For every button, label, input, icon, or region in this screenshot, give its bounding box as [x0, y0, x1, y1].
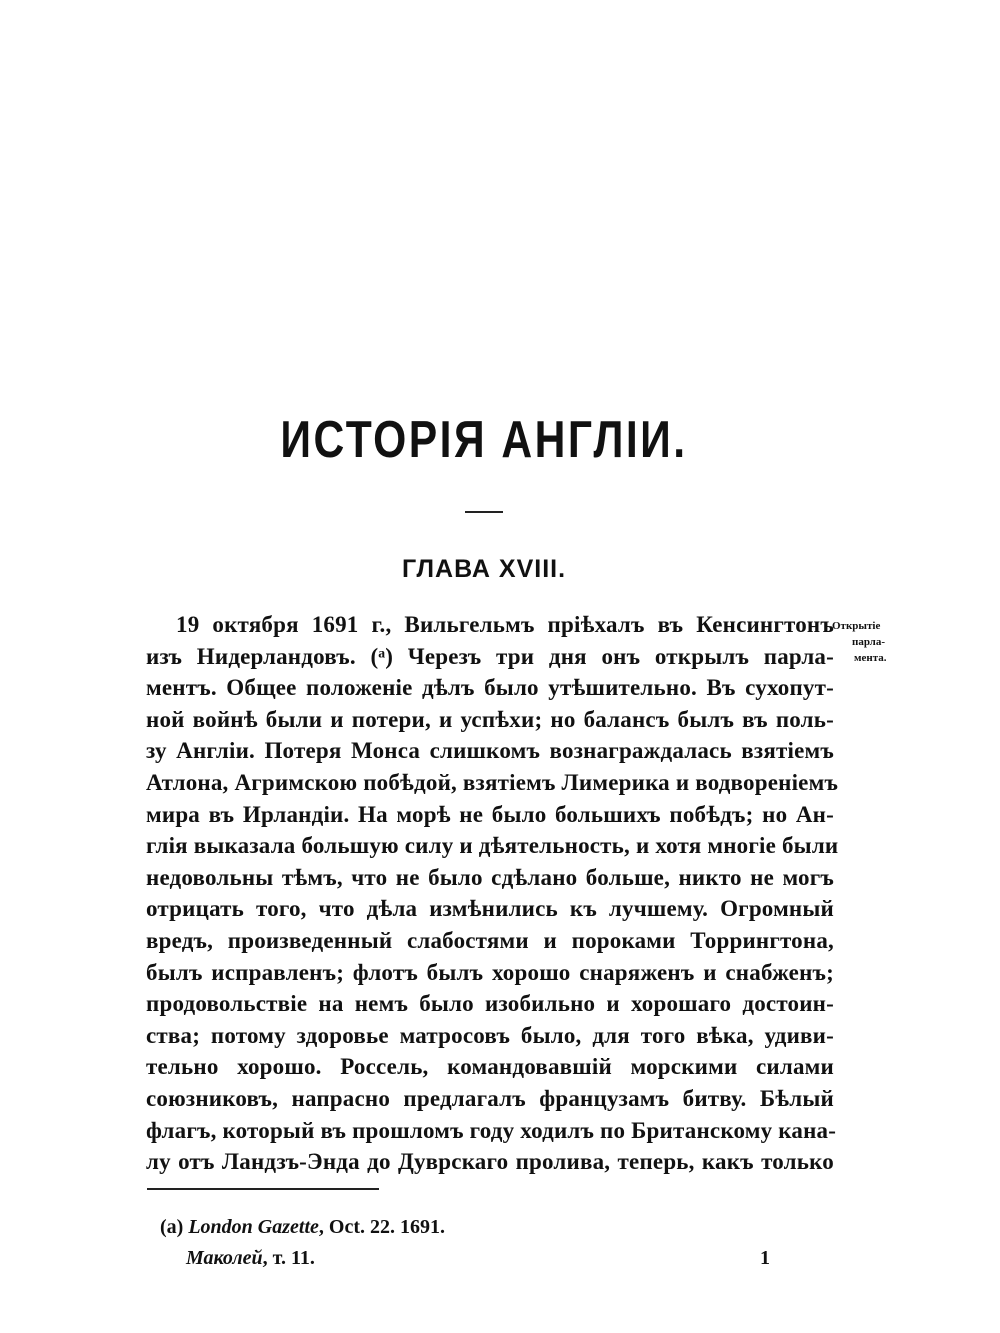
text-line: ства; потому здоровье матросовъ было, для того вѣка, удиви- — [146, 1022, 834, 1048]
body-text — [146, 609, 839, 1178]
text-line: былъ исправленъ; флотъ былъ хорошо снаряженъ и снабженъ; — [146, 959, 834, 985]
page-number: 1 — [760, 1247, 770, 1269]
text-line: Атлона, Агримскою побѣдой, взятіемъ Лимерика и водвореніемъ — [146, 769, 839, 795]
signature-line — [186, 1244, 315, 1272]
text-line: недовольны тѣмъ, что не было сдѣлано больше, никто не могъ — [146, 864, 834, 890]
chapter-heading: ГЛАВА XVIII. — [401, 555, 567, 583]
margin-note-line: парла- — [852, 636, 886, 648]
text-line: продовольствіе на немъ было изобильно и хорошаго достоин- — [146, 991, 834, 1017]
title-divider — [465, 511, 503, 513]
page-title: ИСТОРІЯ АНГЛІИ. — [280, 411, 688, 469]
footnote-divider — [147, 1188, 379, 1190]
text-line: лу отъ Ландзъ-Энда до Дуврскаго пролива, теперь, какъ только — [146, 1149, 834, 1175]
footnote-source: London Gazette — [188, 1216, 319, 1238]
footnote — [160, 1213, 445, 1241]
text-line: флагъ, который въ прошломъ году ходилъ по Британскому кана- — [146, 1117, 837, 1143]
text-line: ментъ. Общее положеніе дѣлъ было утѣшительно. Въ сухопут- — [146, 675, 834, 701]
footnote-citation: , Oct. 22. 1691. — [318, 1216, 445, 1238]
text-line: 19 октября 1691 г., Вильгельмъ пріѣхалъ въ Кенсингтонъ — [176, 612, 834, 637]
text-line: глія выказала большую силу и дѣятельность, и хотя многіе были — [146, 833, 839, 859]
text-line: союзниковъ, напрасно предлагалъ французамъ битву. Бѣлый — [146, 1085, 834, 1111]
text-line: отрицать того, что дѣла измѣнились къ лучшему. Огромный — [146, 896, 834, 922]
signature-author: Маколей — [186, 1247, 263, 1269]
text-line: вредъ, произведенный слабостями и пороками Торрингтона, — [146, 927, 834, 953]
footnote-marker: (a) — [160, 1216, 184, 1238]
margin-note-line: Открытіе — [832, 620, 881, 632]
margin-note-line: мента. — [854, 652, 887, 664]
text-line: зу Англіи. Потеря Монса слишкомъ вознаграждалась взятіемъ — [146, 738, 834, 764]
text-line: мира въ Ирландіи. На морѣ не было большихъ побѣдъ; но Ан- — [146, 801, 834, 827]
text-line: ной войнѣ были и потери, и успѣхи; но балансъ былъ въ поль- — [146, 706, 834, 732]
signature-volume: , т. 11. — [262, 1247, 315, 1269]
text-line: тельно хорошо. Россель, командовавшій морскими силами — [146, 1054, 834, 1080]
margin-note — [830, 618, 910, 666]
text-line: изъ Нидерландовъ. (ᵃ) Черезъ три дня онъ открылъ парла- — [146, 643, 834, 669]
